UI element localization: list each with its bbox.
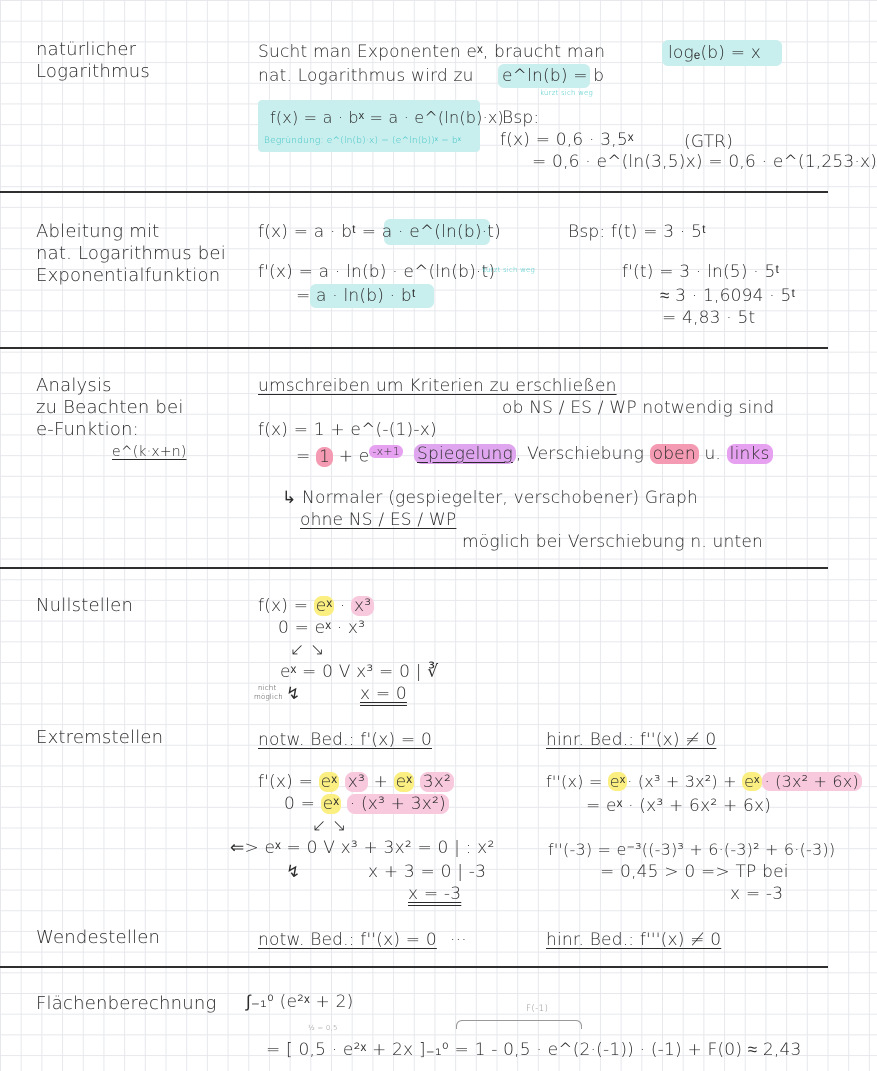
section-label-abl-3: Exponentialfunktion xyxy=(36,265,221,286)
ns-f-ex: eˣ xyxy=(315,596,333,616)
ns-arrows: ↙ ↘ xyxy=(290,640,325,660)
fl-note-F: F(-1) xyxy=(526,1004,549,1014)
ex-fpp4: = 0,45 > 0 => TP bei xyxy=(600,862,789,882)
ns-l2: 0 = eˣ · x³ xyxy=(278,618,366,638)
ex-l4: x + 3 = 0 | -3 xyxy=(368,862,487,882)
section-label-fl: Flächenberechnung xyxy=(36,993,217,1014)
ex-fpp-ex1: eˣ xyxy=(609,772,626,791)
ana-line1 xyxy=(258,376,617,396)
ana-spiegelung: Spiegelung xyxy=(414,444,516,464)
abl-fp: f'(x) = a · ln(b) · e^(ln(b)·t) xyxy=(258,262,496,282)
abl-fp2: = a · ln(b) · bᵗ xyxy=(296,286,416,306)
section-label-ns: Nullstellen xyxy=(36,595,134,616)
section-label-abl-1: Ableitung mit xyxy=(36,221,160,242)
fl-note-half: ½ = 0,5 xyxy=(308,1024,338,1032)
ex-fp-plus: + xyxy=(373,772,389,792)
section-label-ana-2: zu Beachten bei xyxy=(36,397,184,418)
ln-line1: Sucht man Exponenten eˣ, braucht man xyxy=(258,42,606,62)
section-label-ex: Extremstellen xyxy=(36,727,164,748)
ns-nicht: nicht xyxy=(258,684,277,692)
ln-begruendung: Begründung: e^(ln(b)·x) = (e^ln(b))ˣ = bˣ xyxy=(264,136,461,146)
section-label-wp: Wendestellen xyxy=(36,927,161,948)
ns-res: x = 0 xyxy=(360,684,407,704)
ex-fp-3x2: 3x² xyxy=(420,772,454,792)
ex-fp-a: f'(x) = xyxy=(258,772,314,792)
section-divider xyxy=(0,191,828,193)
ns-f xyxy=(258,596,374,616)
ex-blitz: ↯ xyxy=(286,862,301,882)
ln-bsp2: = 0,6 · e^(ln(3,5)x) = 0,6 · e^(1,253·x) xyxy=(532,152,877,172)
ana-links: links xyxy=(727,444,773,464)
ana-oben: oben xyxy=(650,444,699,464)
ex-fpp-a: f''(x) = xyxy=(546,772,603,791)
ex-fpp2: = eˣ · (x³ + 6x² + 6x) xyxy=(586,796,772,816)
ns-blitz: ↯ xyxy=(286,684,301,704)
ex-fpp xyxy=(546,772,862,792)
ana-label-expr: e^(k·x+n) xyxy=(112,444,187,460)
ex-l2-a: 0 = xyxy=(284,794,316,814)
ana-umschreiben: umschreiben um Kriterien zu erschließen xyxy=(258,376,617,396)
ana-f2-eq: = xyxy=(296,446,311,467)
ex-res: x = -3 xyxy=(408,884,462,904)
section-divider xyxy=(0,347,828,349)
ex-l2 xyxy=(284,794,449,814)
abl-bsp-d1: f'(t) = 3 · ln(5) · 5ᵗ xyxy=(622,262,780,282)
ana-f2-one: 1 xyxy=(316,447,333,467)
abl-f: f(x) = a · bᵗ = a · e^(ln(b)·t) xyxy=(258,222,501,242)
ln-line2-expr: e^ln(b) = b xyxy=(502,66,605,86)
ana-f: f(x) = 1 + e^(-(1)-x) xyxy=(258,420,437,440)
ns-f-x3: x³ xyxy=(351,596,374,616)
section-label-abl-2: nat. Logarithmus bei xyxy=(36,243,226,264)
ns-moeglich: möglich xyxy=(254,693,283,701)
ana-f2-plus-e: + e xyxy=(338,446,370,467)
ex-fp xyxy=(258,772,454,792)
ana-ohne: ohne NS / ES / WP xyxy=(300,510,457,530)
section-label-ana-3: e-Funktion: xyxy=(36,419,139,440)
ex-fp-x3: x³ xyxy=(345,772,368,792)
ln-bsp1-note: (GTR) xyxy=(684,132,734,152)
abl-fp-note: kürzt sich weg xyxy=(482,266,535,274)
ex-fp-ex2: eˣ xyxy=(395,772,413,792)
section-label-ana-1: Analysis xyxy=(36,375,112,396)
ln-bsp1: f(x) = 0,6 · 3,5ˣ xyxy=(500,130,634,150)
ana-f2 xyxy=(296,442,403,467)
ana-moeglich: möglich bei Verschiebung n. unten xyxy=(462,532,764,552)
ns-f-dot: · xyxy=(339,596,346,616)
fl-brace xyxy=(456,1020,582,1029)
section-label-ln-2: Logarithmus xyxy=(36,61,150,82)
ana-f2-exp: -x+1 xyxy=(369,445,403,458)
ex-arrows: ↙ ↘ xyxy=(312,816,347,836)
ex-l3: ⇐> eˣ = 0 V x³ + 3x² = 0 | : x² xyxy=(230,838,495,858)
abl-bsp-d3: = 4,83 · 5t xyxy=(662,308,756,328)
ln-note-kurzt: kürzt sich weg xyxy=(540,89,593,97)
fl-integral: ∫₋₁⁰ (e²ˣ + 2) xyxy=(246,992,354,1012)
log-box: logₑ(b) = x xyxy=(668,43,762,63)
ln-formula: f(x) = a · bˣ = a · e^(ln(b)·x) xyxy=(270,108,504,127)
wp-notw: notw. Bed.: f''(x) = 0 xyxy=(258,930,437,950)
ex-fpp-c: · (3x² + 6x) xyxy=(762,772,862,791)
ex-hinr: hinr. Bed.: f''(x) ≠ 0 xyxy=(546,730,717,750)
ns-f-a: f(x) = xyxy=(258,596,309,616)
ana-line2: ob NS / ES / WP notwendig sind xyxy=(502,398,775,418)
section-divider xyxy=(0,567,828,569)
ns-l3: eˣ = 0 V x³ = 0 | ∛ xyxy=(280,662,439,682)
ana-u: u. xyxy=(704,444,722,464)
ln-line2: nat. Logarithmus wird zu xyxy=(258,66,474,86)
ana-verschiebung: , Verschiebung xyxy=(515,444,644,464)
ana-arrow-line: ↳ Normaler (gespiegelter, verschobener) Graph xyxy=(282,488,698,508)
ex-fpp3: f''(-3) = e⁻³((-3)³ + 6·(-3)² + 6·(-3)) xyxy=(548,840,836,859)
ex-l2-ex: eˣ xyxy=(322,794,340,814)
wp-dots: ··· xyxy=(450,930,467,950)
ex-fpp-ex2: eˣ xyxy=(744,772,760,791)
abl-bsp-d2: ≈ 3 · 1,6094 · 5ᵗ xyxy=(660,286,796,306)
ex-l2-b: · (x³ + 3x²) xyxy=(347,794,449,814)
wp-hinr: hinr. Bed.: f'''(x) ≠ 0 xyxy=(546,930,722,950)
ex-fpp5: x = -3 xyxy=(730,884,784,904)
ex-notw: notw. Bed.: f'(x) = 0 xyxy=(258,730,432,750)
section-label-ln-1: natürlicher xyxy=(36,39,137,60)
section-divider xyxy=(0,966,828,968)
ex-fpp-b: · (x³ + 3x²) + xyxy=(627,772,737,791)
abl-bsp: Bsp: f(t) = 3 · 5ᵗ xyxy=(568,222,707,242)
fl-l2: = [ 0,5 · e²ˣ + 2x ]₋₁⁰ = 1 - 0,5 · e^(2·(-1)) · (-1) + F(0) ≈ 2,43 xyxy=(266,1040,802,1060)
ex-fp-ex1: eˣ xyxy=(320,772,338,792)
ana-effects xyxy=(414,444,773,464)
ln-bsp-title: Bsp: xyxy=(502,108,540,128)
